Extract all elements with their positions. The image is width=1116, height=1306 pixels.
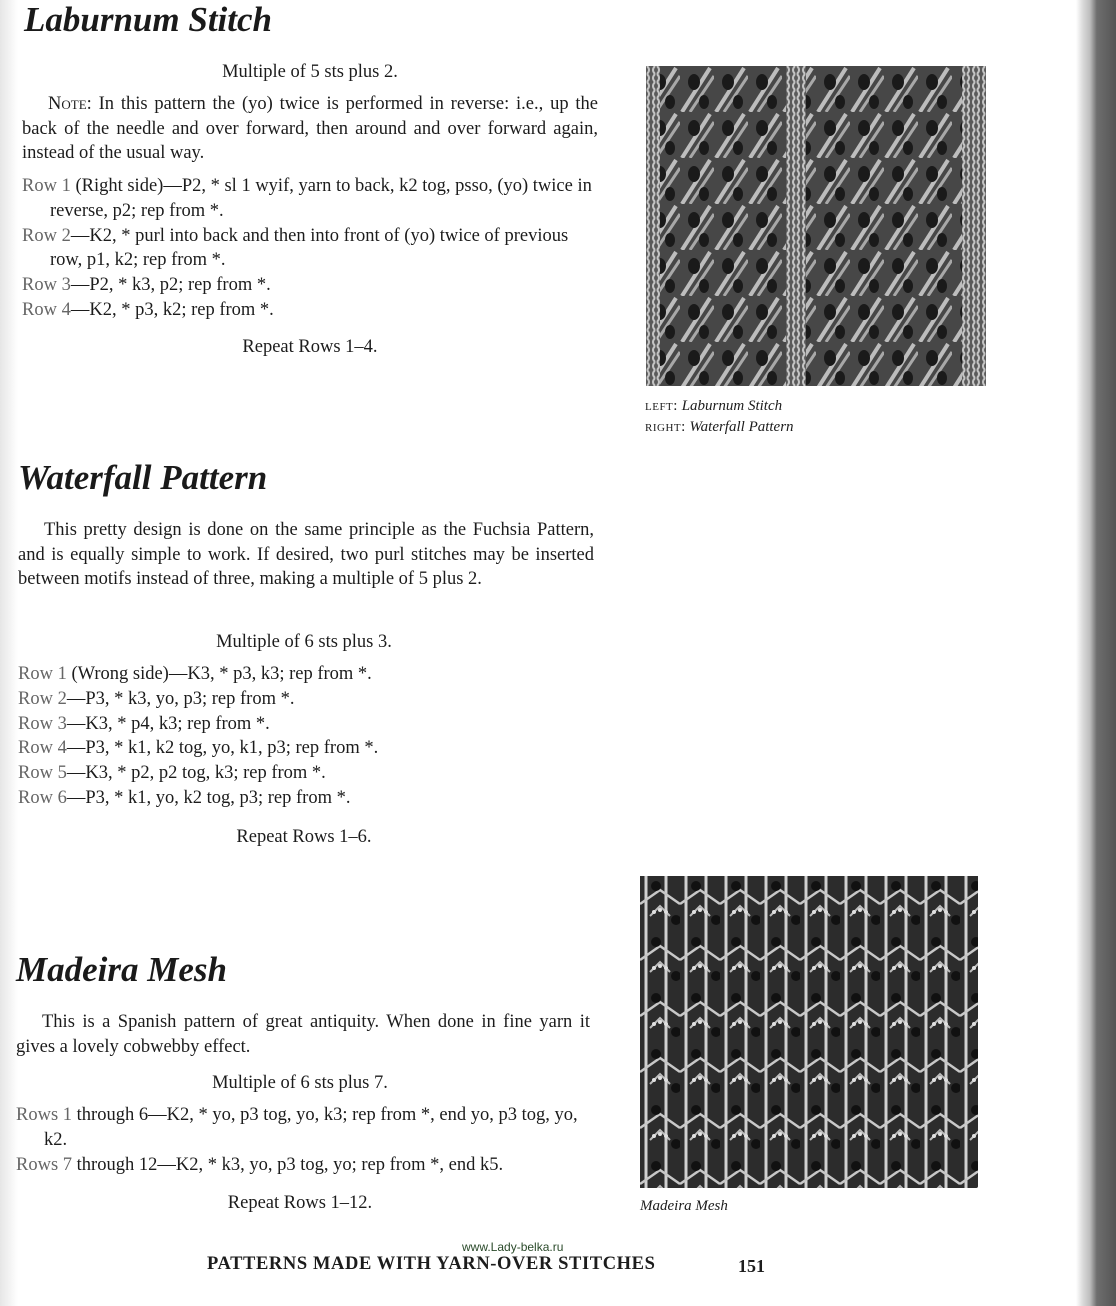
madeira-rows bbox=[16, 1103, 596, 1177]
instruction-row bbox=[22, 174, 602, 224]
caption-left: left: Laburnum Stitch bbox=[645, 398, 783, 414]
instruction-row bbox=[22, 298, 602, 323]
instruction-row bbox=[22, 224, 602, 274]
waterfall-multiple: Multiple of 6 sts plus 3. bbox=[216, 632, 392, 652]
madeira-intro: This is a Spanish pattern of great antiquity. When done in fine yarn it gives a lovely cobwebby effect. bbox=[16, 1012, 590, 1057]
waterfall-intro: This pretty design is done on the same principle as the Fuchsia Pattern, and is equally simple to work. If desired, two purl stitches may be inserted between motifs instead of three, making a multiple of 5 plus 2. bbox=[18, 520, 594, 589]
note-label: Note: bbox=[48, 94, 92, 114]
madeira-repeat: Repeat Rows 1–12. bbox=[227, 1193, 373, 1213]
row-text: —K2, * p3, k2; rep from *. bbox=[70, 299, 274, 320]
laburnum-note bbox=[22, 92, 598, 166]
row-label: Row 1 bbox=[22, 176, 71, 196]
row-label: Row 3 bbox=[22, 275, 71, 296]
row-label: Row 2 bbox=[22, 225, 71, 246]
row-text: —P2, * k3, p2; rep from *. bbox=[70, 275, 271, 296]
book-spine-shadow bbox=[1076, 0, 1116, 1306]
watermark: www.Lady-belka.ru bbox=[462, 1240, 564, 1254]
waterfall-repeat: Repeat Rows 1–6. bbox=[236, 827, 372, 847]
page-number: 151 bbox=[738, 1256, 765, 1276]
laburnum-rows bbox=[22, 174, 602, 323]
instruction-row: Row 4—P3, * k1, k2 tog, yo, k1, p3; rep from *. bbox=[18, 738, 379, 759]
instruction-row: Row 1 (Wrong side)—K3, * p3, k3; rep from *. bbox=[18, 664, 372, 684]
knit-texture-image bbox=[640, 876, 978, 1188]
waterfall-rows bbox=[18, 662, 598, 811]
note-text: In this pattern the (yo) twice is performed in reverse: i.e., up the back of the needle and over forward, then around and over forward again, instead of the usual way. bbox=[22, 94, 598, 163]
instruction-row bbox=[22, 273, 602, 298]
madeira-mesh-swatch-photo bbox=[640, 876, 978, 1188]
knit-texture-image bbox=[646, 66, 986, 386]
instruction-row: Row 3—K3, * p4, k3; rep from *. bbox=[18, 713, 270, 734]
instruction-row: Row 6—P3, * k1, yo, k2 tog, p3; rep from *. bbox=[18, 787, 351, 808]
row-label: Row 4 bbox=[22, 299, 71, 320]
running-footer: PATTERNS MADE WITH YARN-OVER STITCHES bbox=[207, 1254, 656, 1274]
row-text: (Right side)—P2, * sl 1 wyif, yarn to back, k2 tog, psso, (yo) twice in reverse, p2; rep from *. bbox=[50, 176, 592, 221]
laburnum-repeat: Repeat Rows 1–4. bbox=[242, 337, 378, 357]
bottom-photo-caption: Madeira Mesh bbox=[640, 1198, 728, 1214]
madeira-multiple: Multiple of 6 sts plus 7. bbox=[212, 1073, 388, 1093]
top-photo-caption bbox=[645, 396, 905, 438]
instruction-row: Row 2—P3, * k3, yo, p3; rep from *. bbox=[18, 688, 295, 709]
instruction-row: Rows 7 through 12—K2, * k3, yo, p3 tog, yo; rep from *, end k5. bbox=[16, 1154, 504, 1175]
waterfall-title: Waterfall Pattern bbox=[18, 458, 268, 497]
laburnum-title: Laburnum Stitch bbox=[24, 0, 273, 39]
instruction-row: Rows 1 through 6—K2, * yo, p3 tog, yo, k3; rep from *, end yo, p3 tog, yo, k2. bbox=[16, 1105, 578, 1150]
laburnum-waterfall-swatch-photo bbox=[646, 66, 986, 386]
row-text: —K2, * purl into back and then into front of (yo) twice of previous row, p1, k2; rep from *. bbox=[50, 225, 569, 271]
laburnum-multiple: Multiple of 5 sts plus 2. bbox=[222, 62, 398, 82]
instruction-row: Row 5—K3, * p2, p2 tog, k3; rep from *. bbox=[18, 763, 326, 784]
madeira-title: Madeira Mesh bbox=[16, 950, 227, 989]
caption-right: right: Waterfall Pattern bbox=[645, 419, 794, 435]
